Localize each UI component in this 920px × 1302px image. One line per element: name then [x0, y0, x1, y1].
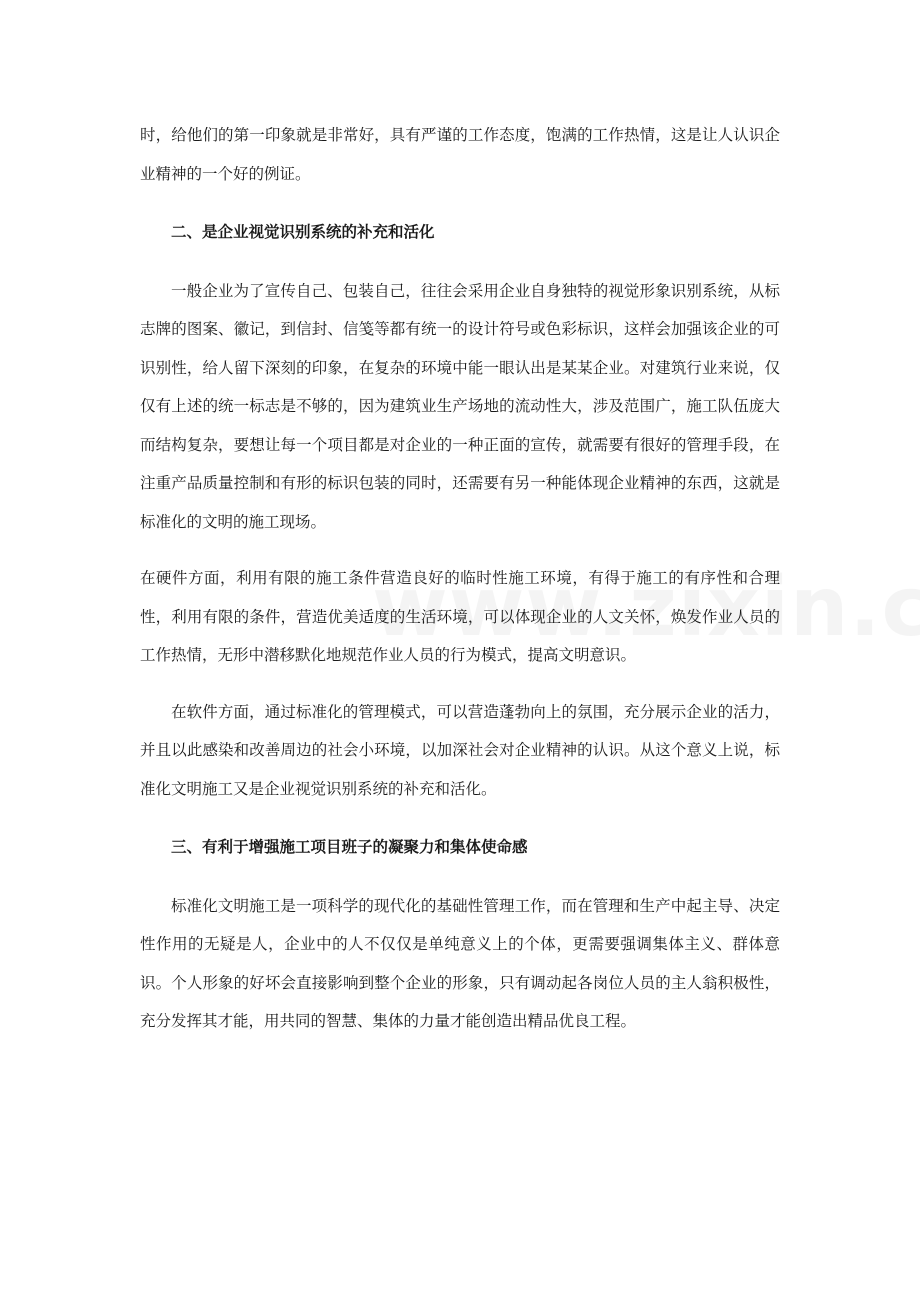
section-heading-3: 三、有利于增强施工项目班子的凝聚力和集体使命感	[171, 837, 528, 856]
paragraph-continuation: 时，给他们的第一印象就是非常好，具有严谨的工作态度，饱满的工作热情，这是让人认识企业精神的一个好的例证。	[140, 126, 780, 183]
paragraph-team-cohesion: 标准化文明施工是一项科学的现代化的基础性管理工作，而在管理和生产中起主导、决定性作用的无疑是人，企业中的人不仅仅是单纯意义上的个体，更需要强调集体主义、群体意识。个人形象的好坏会直接影响到整个企业的形象，只有调动起各岗位人员的主人翁积极性，充分发挥其才能，用共同的智慧、集体的力量才能创造出精品优良工程。	[140, 896, 780, 1030]
document-body	[140, 116, 780, 1041]
section-heading-2: 二、是企业视觉识别系统的补充和活化	[171, 222, 435, 241]
paragraph-software: 在软件方面，通过标准化的管理模式，可以营造蓬勃向上的氛围，充分展示企业的活力，并且以此感染和改善周边的社会小环境，以加深社会对企业精神的认识。从这个意义上说，标准化文明施工又是企业视觉识别系统的补充和活化。	[140, 702, 780, 798]
paragraph-visual-identity: 一般企业为了宣传自己、包装自己，往往会采用企业自身独特的视觉形象识别系统，从标志牌的图案、徽记，到信封、信笺等都有统一的设计符号或色彩标识，这样会加强该企业的可识别性，给人留下深刻的印象，在复杂的环境中能一眼认出是某某企业。对建筑行业来说，仅仅有上述的统一标志是不够的，因为建筑业生产场地的流动性大，涉及范围广，施工队伍庞大而结构复杂，要想让每一个项目都是对企业的一种正面的宣传，就需要有很好的管理手段，在注重产品质量控制和有形的标识包装的同时，还需要有另一种能体现企业精神的东西，这就是标准化的文明的施工现场。	[140, 281, 780, 531]
paragraph-hardware: 在硬件方面，利用有限的施工条件营造良好的临时性施工环境，有得于施工的有序性和合理性，利用有限的条件，营造优美适度的生活环境，可以体现企业的人文关怀，焕发作业人员的工作热情，无形中潜移默化地规范作业人员的行为模式，提高文明意识。	[140, 569, 780, 664]
